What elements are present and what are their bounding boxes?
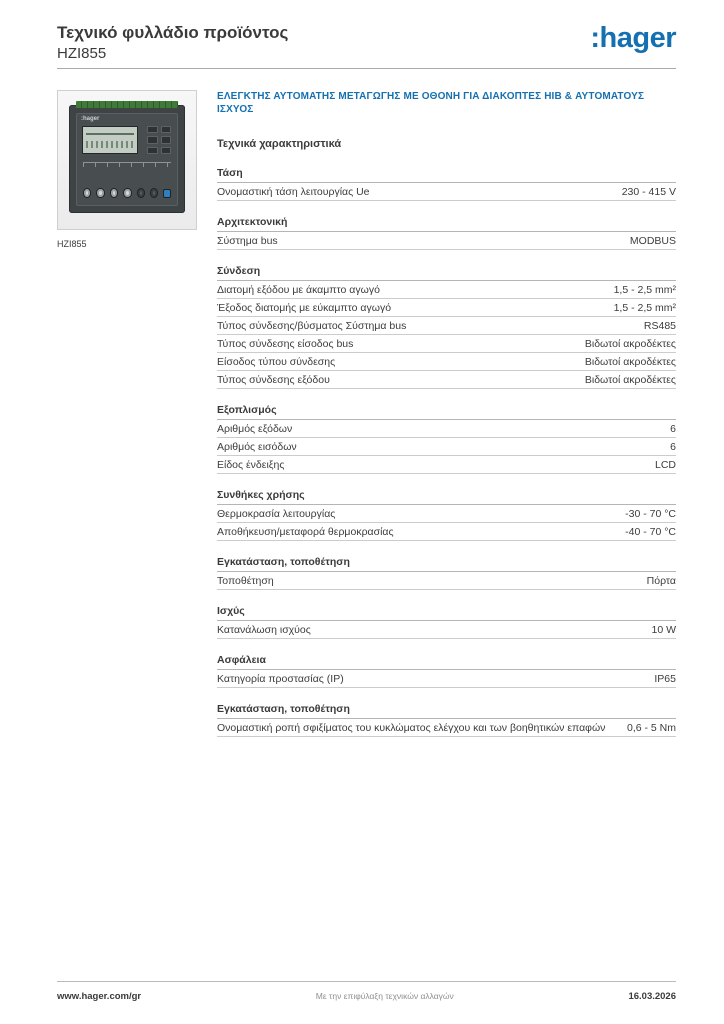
spec-row (217, 317, 676, 335)
spec-section (217, 487, 676, 541)
spec-value: Βιδωτοί ακροδέκτες (584, 374, 676, 386)
device-round-button (83, 188, 91, 198)
spec-row (217, 371, 676, 389)
spec-label: Αποθήκευση/μεταφορά θερμοκρασίας (217, 526, 394, 538)
footer-divider (57, 981, 676, 982)
page-header (57, 22, 676, 62)
section-title: Εξοπλισμός (217, 402, 676, 420)
spec-label: Είσοδος τύπου σύνδεσης (217, 356, 336, 368)
specs-heading: Τεχνικά χαρακτηριστικά (217, 138, 342, 150)
device-round-button (123, 188, 131, 198)
device-front-panel (76, 113, 178, 206)
spec-value: LCD (654, 459, 676, 471)
spec-value: -30 - 70 °C (625, 508, 676, 520)
spec-row (217, 621, 676, 639)
spec-section (217, 214, 676, 250)
spec-section (217, 554, 676, 590)
spec-label: Είδος ένδειξης (217, 459, 285, 471)
section-title: Τάση (217, 165, 676, 183)
spec-label: Τύπος σύνδεσης/βύσματος Σύστημα bus (217, 320, 407, 332)
spec-value: -40 - 70 °C (625, 526, 676, 538)
footer-website: www.hager.com/gr (57, 991, 142, 1002)
device-key (161, 147, 172, 154)
footer-date: 16.03.2026 (628, 991, 676, 1002)
section-title: Ασφάλεια (217, 652, 676, 670)
spec-value: 0,6 - 5 Nm (626, 722, 676, 734)
product-reference: HZI855 (57, 45, 107, 63)
spec-label: Κατηγορία προστασίας (IP) (217, 673, 344, 685)
device-key (161, 126, 172, 133)
spec-row (217, 183, 676, 201)
spec-label: Διατομή εξόδου με άκαμπτο αγωγό (217, 284, 380, 296)
device-lcd-screen (82, 126, 138, 154)
spec-row (217, 353, 676, 371)
device-key (147, 147, 158, 154)
device-illustration (69, 105, 185, 213)
spec-label: Τύπος σύνδεσης είσοδος bus (217, 338, 354, 350)
spec-label: Σύστημα bus (217, 235, 278, 247)
spec-value: RS485 (643, 320, 676, 332)
spec-label: Ονομαστική τάση λειτουργίας Ue (217, 186, 370, 198)
spec-section (217, 701, 676, 737)
device-button-row (83, 186, 171, 200)
page-title: Τεχνικό φυλλάδιο προϊόντος (57, 23, 289, 42)
spec-label: Θερμοκρασία λειτουργίας (217, 508, 336, 520)
section-title: Εγκατάσταση, τοποθέτηση (217, 554, 676, 572)
spec-row (217, 335, 676, 353)
page-footer (57, 981, 676, 1002)
content (57, 90, 676, 750)
spec-value: Πόρτα (646, 575, 676, 587)
spec-row (217, 232, 676, 250)
spec-row (217, 670, 676, 688)
right-column (217, 90, 676, 750)
spec-section (217, 165, 676, 201)
spec-row (217, 456, 676, 474)
header-divider (57, 68, 676, 69)
spec-value: 10 W (651, 624, 676, 636)
spec-value: 1,5 - 2,5 mm² (613, 284, 676, 296)
spec-row (217, 572, 676, 590)
spec-value: 230 - 415 V (621, 186, 676, 198)
spec-label: Αριθμός εισόδων (217, 441, 297, 453)
header-text (57, 22, 288, 62)
device-keypad (147, 126, 171, 154)
section-title: Αρχιτεκτονική (217, 214, 676, 232)
device-blue-button (163, 189, 171, 198)
spec-sections (217, 165, 676, 737)
product-title: ΕΛΕΓΚΤΗΣ ΑΥΤΟΜΑΤΗΣ ΜΕΤΑΓΩΓΗΣ ΜΕ ΟΘΟΝΗ ΓΙΑ ΔΙΑΚΟΠΤΕΣ HIB & ΑΥΤΟΜΑΤΟΥΣ ΙΣΧΥΟΣ (217, 91, 645, 115)
spec-label: Έξοδος διατομής με εύκαμπτο αγωγό (217, 302, 392, 314)
spec-row (217, 719, 676, 737)
spec-row (217, 505, 676, 523)
left-column (57, 90, 197, 750)
spec-section (217, 402, 676, 474)
section-title: Εγκατάσταση, τοποθέτηση (217, 701, 676, 719)
spec-label: Τύπος σύνδεσης εξόδου (217, 374, 330, 386)
spec-value: Βιδωτοί ακροδέκτες (584, 356, 676, 368)
spec-row (217, 438, 676, 456)
device-terminal-strip (76, 101, 178, 108)
spec-value: 1,5 - 2,5 mm² (613, 302, 676, 314)
spec-label: Αριθμός εξόδων (217, 423, 293, 435)
section-title: Ισχύς (217, 603, 676, 621)
device-round-button (96, 188, 104, 198)
device-key (147, 126, 158, 133)
section-title: Συνθήκες χρήσης (217, 487, 676, 505)
spec-value: MODBUS (629, 235, 676, 247)
spec-row (217, 420, 676, 438)
spec-value: IP65 (654, 673, 676, 685)
spec-label: Κατανάλωση ισχύος (217, 624, 311, 636)
spec-section (217, 603, 676, 639)
spec-row (217, 281, 676, 299)
device-round-button (110, 188, 118, 198)
section-title: Σύνδεση (217, 263, 676, 281)
device-synoptic-scale (83, 162, 171, 167)
device-key (147, 136, 158, 143)
hager-logo: :hager (590, 22, 676, 54)
spec-value: 6 (670, 423, 676, 435)
spec-row (217, 523, 676, 541)
spec-section (217, 652, 676, 688)
device-round-button-dark (150, 188, 158, 198)
spec-label: Τοποθέτηση (217, 575, 274, 587)
spec-value: Βιδωτοί ακροδέκτες (584, 338, 676, 350)
spec-section (217, 263, 676, 389)
device-key (161, 136, 172, 143)
device-round-button-dark (137, 188, 145, 198)
spec-row (217, 299, 676, 317)
device-brand-label: :hager (81, 116, 100, 122)
spec-label: Ονομαστική ροπή σφιξίματος του κυκλώματος ελέγχου και των βοηθητικών επαφών (217, 722, 606, 734)
footer-row (57, 991, 676, 1002)
spec-value: 6 (670, 441, 676, 453)
footer-disclaimer: Με την επιφύλαξη τεχνικών αλλαγών (315, 991, 454, 1001)
image-caption: HZI855 (57, 239, 87, 249)
product-image (57, 90, 197, 230)
